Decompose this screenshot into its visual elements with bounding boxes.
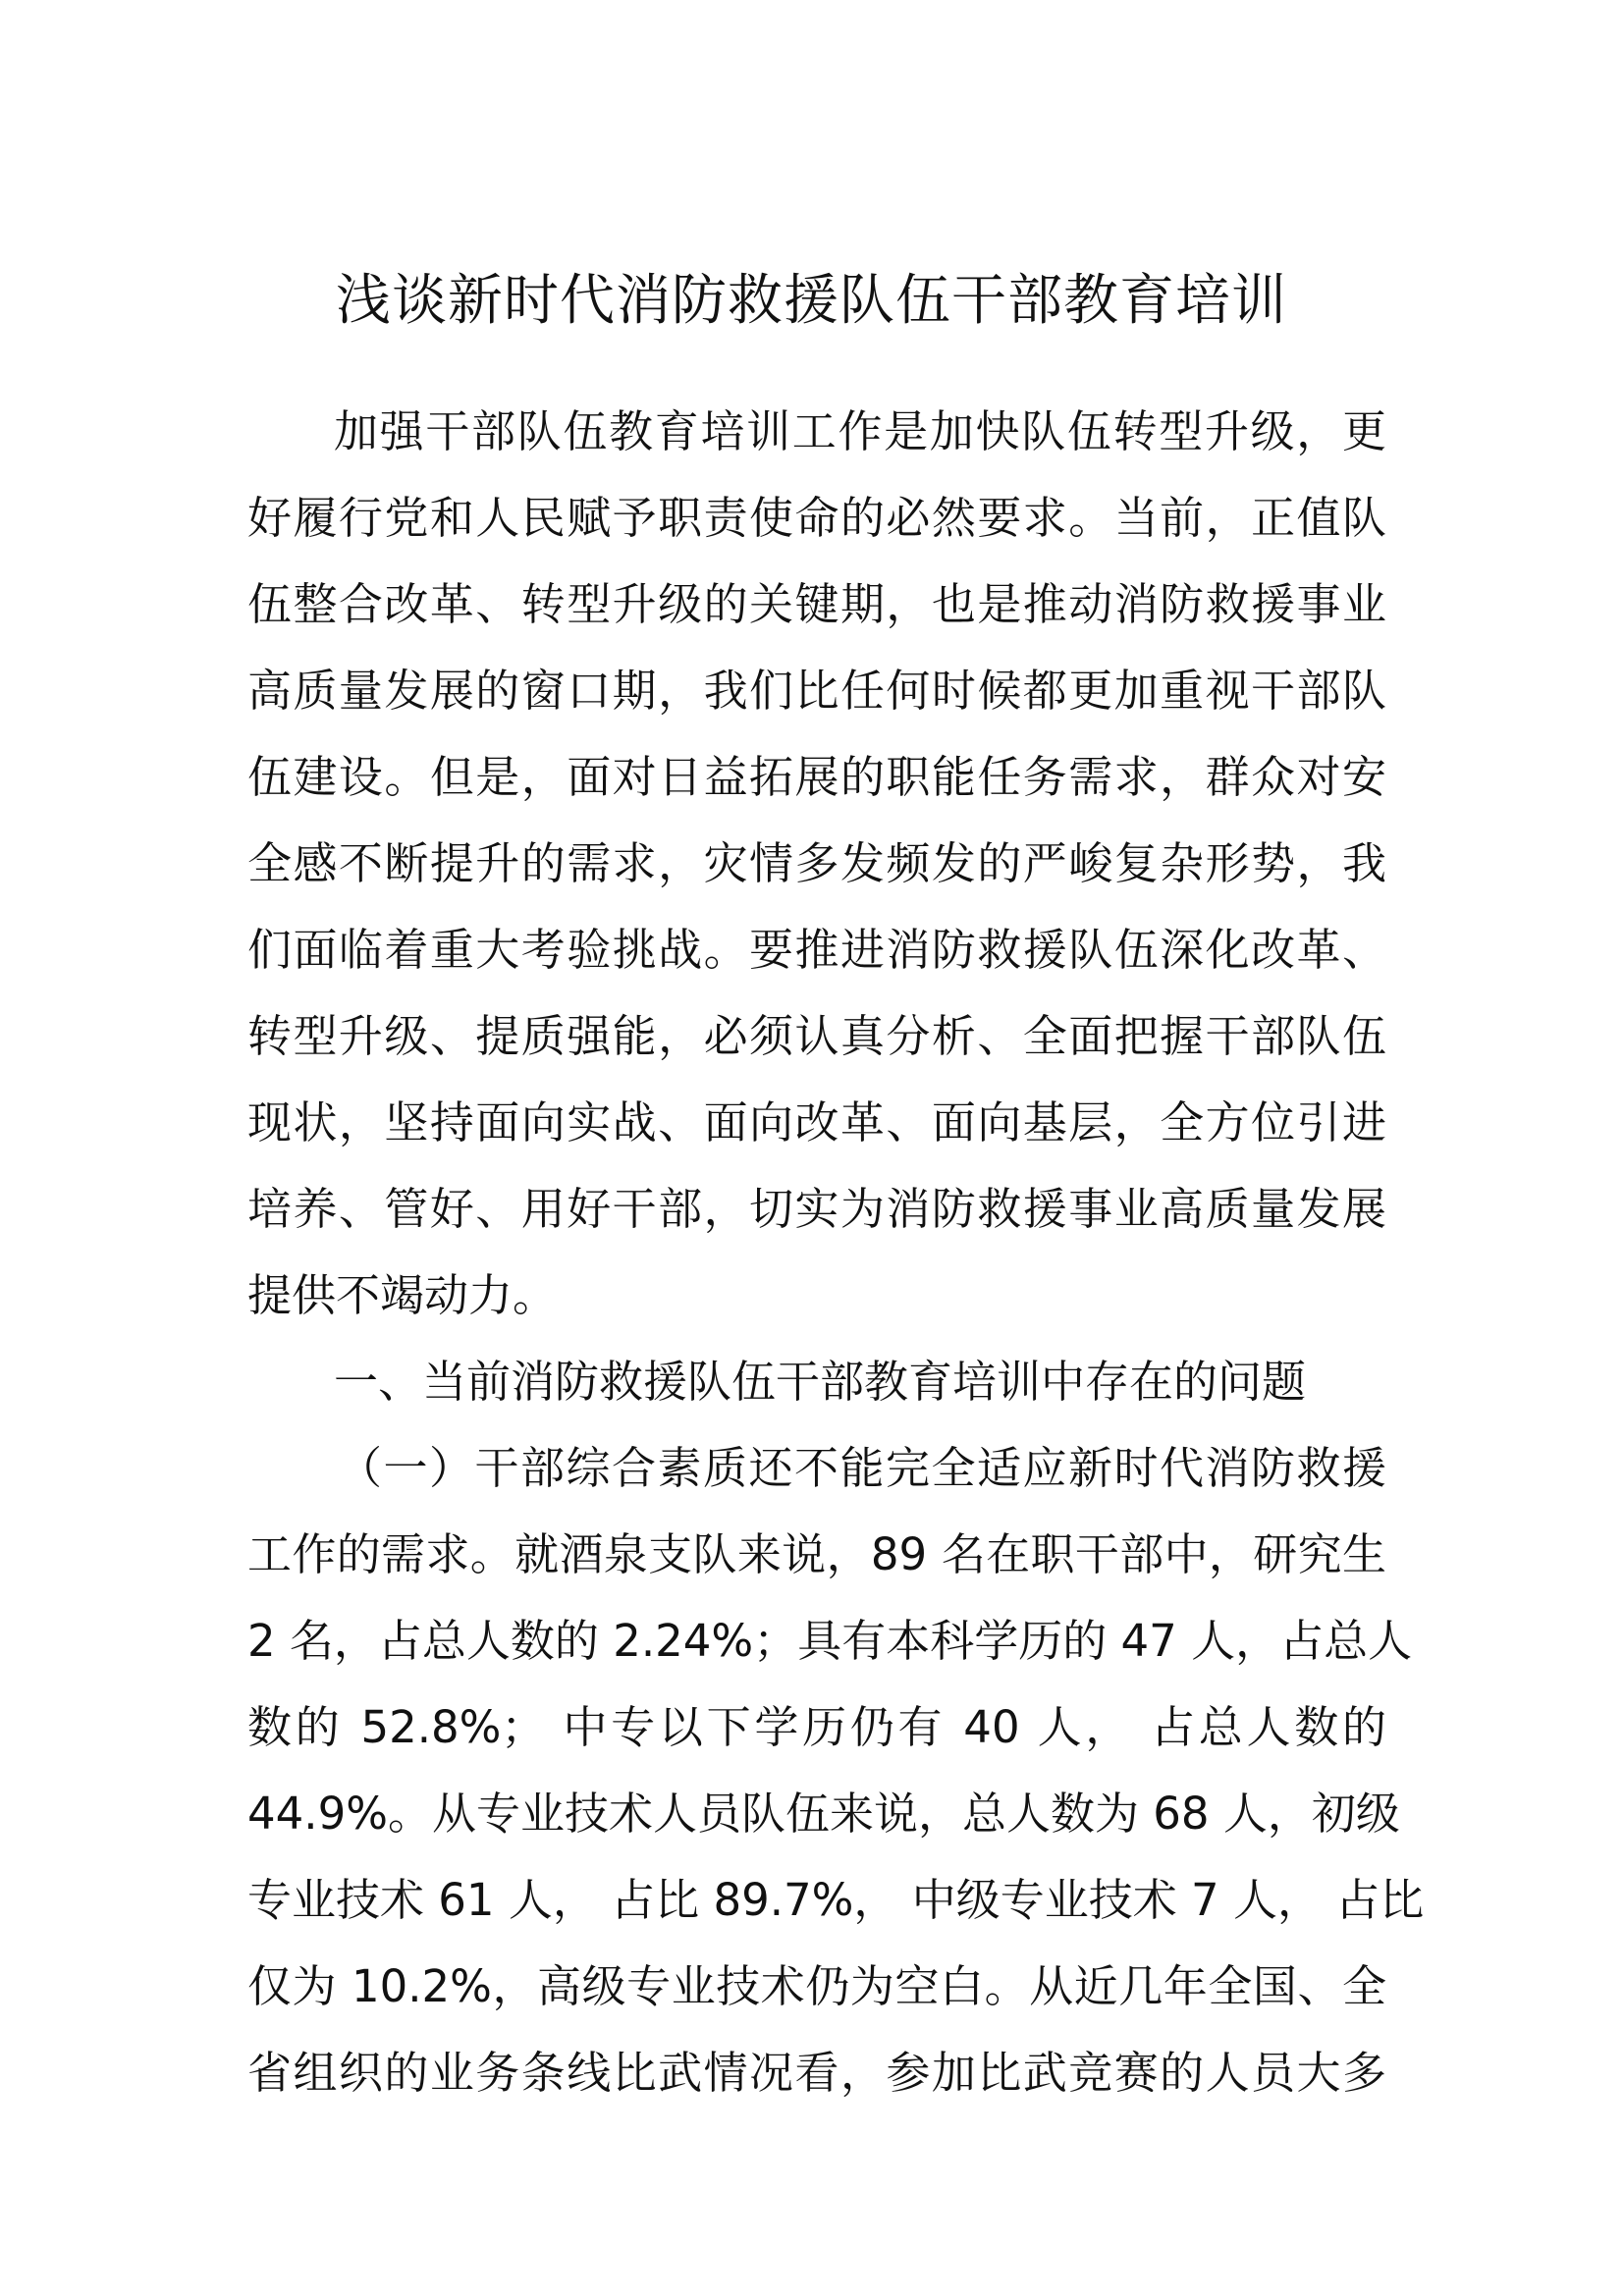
paragraph-line: 们面临着重大考验挑战。要推进消防救援队伍深化改革、 <box>247 924 1386 976</box>
paragraph-line: 提供不竭动力。 <box>247 1269 558 1321</box>
paragraph-line: 伍整合改革、转型升级的关键期，也是推动消防救援事业 <box>247 578 1386 630</box>
paragraph-line: 转型升级、提质强能，必须认真分析、全面把握干部队伍 <box>247 1010 1386 1062</box>
paragraph-line: 专业技术 61 人， 占比 89.7%， 中级专业技术 7 人， 占比 <box>247 1874 1425 1926</box>
paragraph-line: 培养、管好、用好干部，切实为消防救援事业高质量发展 <box>247 1183 1386 1235</box>
subsection-heading-line: （一）干部综合素质还不能完全适应新时代消防救援 <box>338 1442 1386 1494</box>
paragraph-line: 省组织的业务条线比武情况看，参加比武竞赛的人员大多 <box>247 2047 1386 2099</box>
paragraph-line: 数的 52.8%； 中专以下学历仍有 40 人， 占总人数的 <box>247 1701 1386 1753</box>
paragraph-line: 全感不断提升的需求，灾情多发频发的严峻复杂形势，我 <box>247 837 1386 889</box>
paragraph-line: 仅为 10.2%，高级专业技术仍为空白。从近几年全国、全 <box>247 1960 1386 2012</box>
paragraph-line: 44.9%。从专业技术人员队伍来说，总人数为 68 人，初级 <box>247 1788 1400 1840</box>
paragraph-line: 加强干部队伍教育培训工作是加快队伍转型升级，更 <box>334 405 1386 457</box>
paragraph-line: 伍建设。但是，面对日益拓展的职能任务需求，群众对安 <box>247 751 1386 803</box>
paragraph-line: 高质量发展的窗口期，我们比任何时候都更加重视干部队 <box>247 665 1386 717</box>
paragraph-line: 好履行党和人民赋予职责使命的必然要求。当前，正值队 <box>247 492 1386 544</box>
paragraph-line: 现状，坚持面向实战、面向改革、面向基层，全方位引进 <box>247 1096 1386 1148</box>
document-body <box>247 389 1425 2116</box>
paragraph-line: 2 名，占总人数的 2.24%；具有本科学历的 47 人，占总人 <box>247 1615 1413 1667</box>
section-heading: 一、当前消防救援队伍干部教育培训中存在的问题 <box>334 1356 1307 1408</box>
document-title: 浅谈新时代消防救援队伍干部教育培训 <box>336 269 1287 333</box>
paragraph-line: 工作的需求。就酒泉支队来说，89 名在职干部中，研究生 <box>247 1528 1386 1580</box>
